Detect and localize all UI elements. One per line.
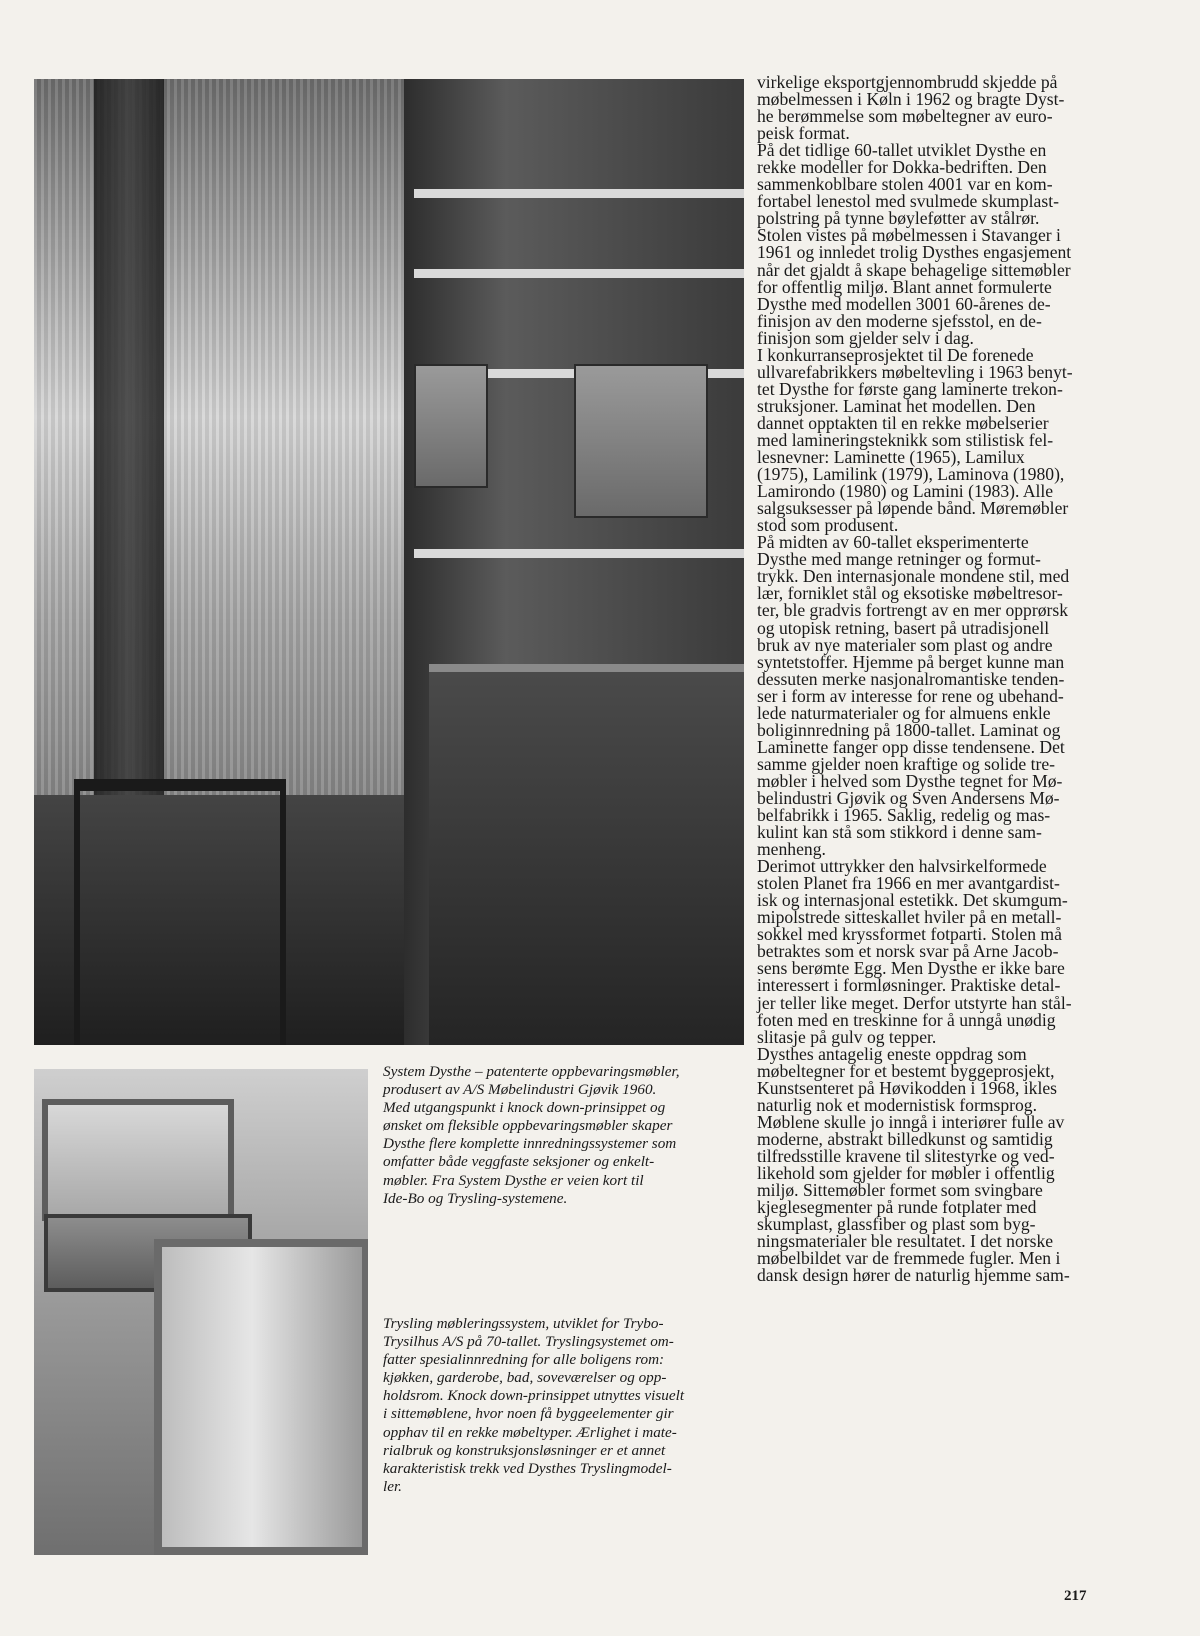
paragraph: virkelige eksportgjennombrudd skjedde på møbelmessen i Køln i 1962 og bragte Dyst- he berømmelse som møbeltegner av euro- peisk format. <box>757 72 1065 144</box>
paragraph: I konkurranseprosjektet til De forenede ullvarefabrikkers møbeltevling i 1963 benyt- tet Dysthe for første gang laminerte trekon- struksjoner. Laminat het modellen. Den dannet opptakten til en rekke møbelserier med lamineringsteknikk som stilistisk fel- lesnevner: Laminette (1965), Lamilux (1975), Lamilink (1979), Laminova (1980), Lamirondo (1980) og Lamini (1983). Alle salgsuksesser på løpende bånd. Møremøbler stod som produsent. <box>757 344 1073 536</box>
paragraph: Derimot uttrykker den halvsirkelformede stolen Planet fra 1966 en mer avantgardist- isk og internasjonal estetikk. Det skumgum- mipolstrede sitteskallet hviler på en metall- sokkel med kryssformet fotparti. Stolen må betraktes som et norsk svar på Arne Jacob- sens berømte Egg. Men Dysthe er ikke bare interessert i formløsninger. Praktiske detal- jer teller like meget. Derfor utstyrte han stål- foten med en treskinne for å unngå unødig slitasje på gulv og tepper. <box>757 856 1072 1047</box>
photo-system-dysthe <box>34 79 744 1045</box>
page-number: 217 <box>1064 1588 1087 1604</box>
paragraph: Dysthes antagelig eneste oppdrag som møbeltegner for et bestemt byggeprosjekt, Kunstsenteret på Høvikodden i 1968, ikles naturlig nok et modernistisk formsprog. Møblene skulle jo inngå i interiører fulle av moderne, abstrakt billedkunst og samtidig tilfredsstille kravene til slitestyrke og ved- likehold som gjelder for møbler i offentlig miljø. Sittemøbler formet som svingbare kjeglesegmenter på runde fotplater med skumplast, glassfiber og plast som byg- ningsmaterialer ble resultatet. I det norske møbelbildet var de fremmede fugler. Men i dansk design hører de naturlig hjemme sam- <box>757 1043 1070 1286</box>
door-cabinet <box>574 364 708 518</box>
sideboard <box>429 664 744 1045</box>
chair <box>74 779 286 1045</box>
photo-trysling-system <box>34 1069 368 1555</box>
tree-trunk-photo-area <box>94 79 164 799</box>
drawer-cabinet <box>414 364 488 488</box>
caption-trysling: Trysling møbleringssystem, utviklet for Trybo- Trysilhus A/S på 70-tallet. Tryslingsystemet om- fatter spesialinnredning for alle boligens rom: kjøkken, garderobe, bad, soveværelser og opp- holdsrom. Knock down-prinsippet utnyttes visuelt i sittemøblene, hvor noen få byggeelementer gir opphav til en rekke møbeltyper. Ærlighet i mate- rialbruk og konstruksjonsløsninger er et annet karakteristisk trekk ved Dysthes Tryslingmodel- ler. <box>383 1315 685 1495</box>
caption-system-dysthe: System Dysthe – patenterte oppbevaringsmøbler, produsert av A/S Møbelindustri Gjøvik 1960. Med utgangspunkt i knock down-prinsippet og ønsket om fleksible oppbevaringsmøbler skaper Dysthe flere komplette innredningssystemer som omfatter både veggfaste seksjoner og enkelt- møbler. Fra System Dysthe er veien kort til Ide-Bo og Trysling-systemene. <box>383 1063 680 1207</box>
armchair <box>154 1239 368 1555</box>
paragraph: På midten av 60-tallet eksperimenterte Dysthe med mange retninger og formut- trykk. Den internasjonale mondene stil, med lær, forniklet stål og eksotiske møbeltresor- ter, ble gradvis fortrengt av en mer opprørsk og utopisk retning, basert på utradisjonell bruk av nye materialer som plast og andre syntetstoffer. Hjemme på berget kunne man dessuten merke nasjonalromantiske tenden- ser i form av interesse for rene og ubehand- lede naturmaterialer og for almuens enkle boliginnredning på 1800-tallet. Laminat og Laminette fanger opp disse tendensene. Det samme gjelder noen kraftige og solide tre- møbler i helved som Dysthe tegnet for Mø- belindustri Gjøvik og Sven Andersens Mø- belfabrikk i 1965. Saklig, redelig og mas- kulint kan stå som stikkord i denne sam- menheng. <box>757 532 1070 860</box>
paragraph: På det tidlige 60-tallet utviklet Dysthe en rekke modeller for Dokka-bedriften. Den sammenkoblbare stolen 4001 var en kom- fortabel lenestol med svulmede skumplast- polstring på tynne bøyleføtter av stålrør. Stolen vistes på møbelmessen i Stavanger i 1961 og innledet trolig Dysthes engasjement når det gjaldt å skape behagelige sittemøbler for offentlig miljø. Blant annet formulerte Dysthe med modellen 3001 60-årenes de- finisjon av den moderne sjefsstol, en de- finisjon som gjelder selv i dag. <box>757 140 1072 348</box>
body-text-column <box>757 74 1109 1284</box>
sofa <box>42 1099 234 1221</box>
